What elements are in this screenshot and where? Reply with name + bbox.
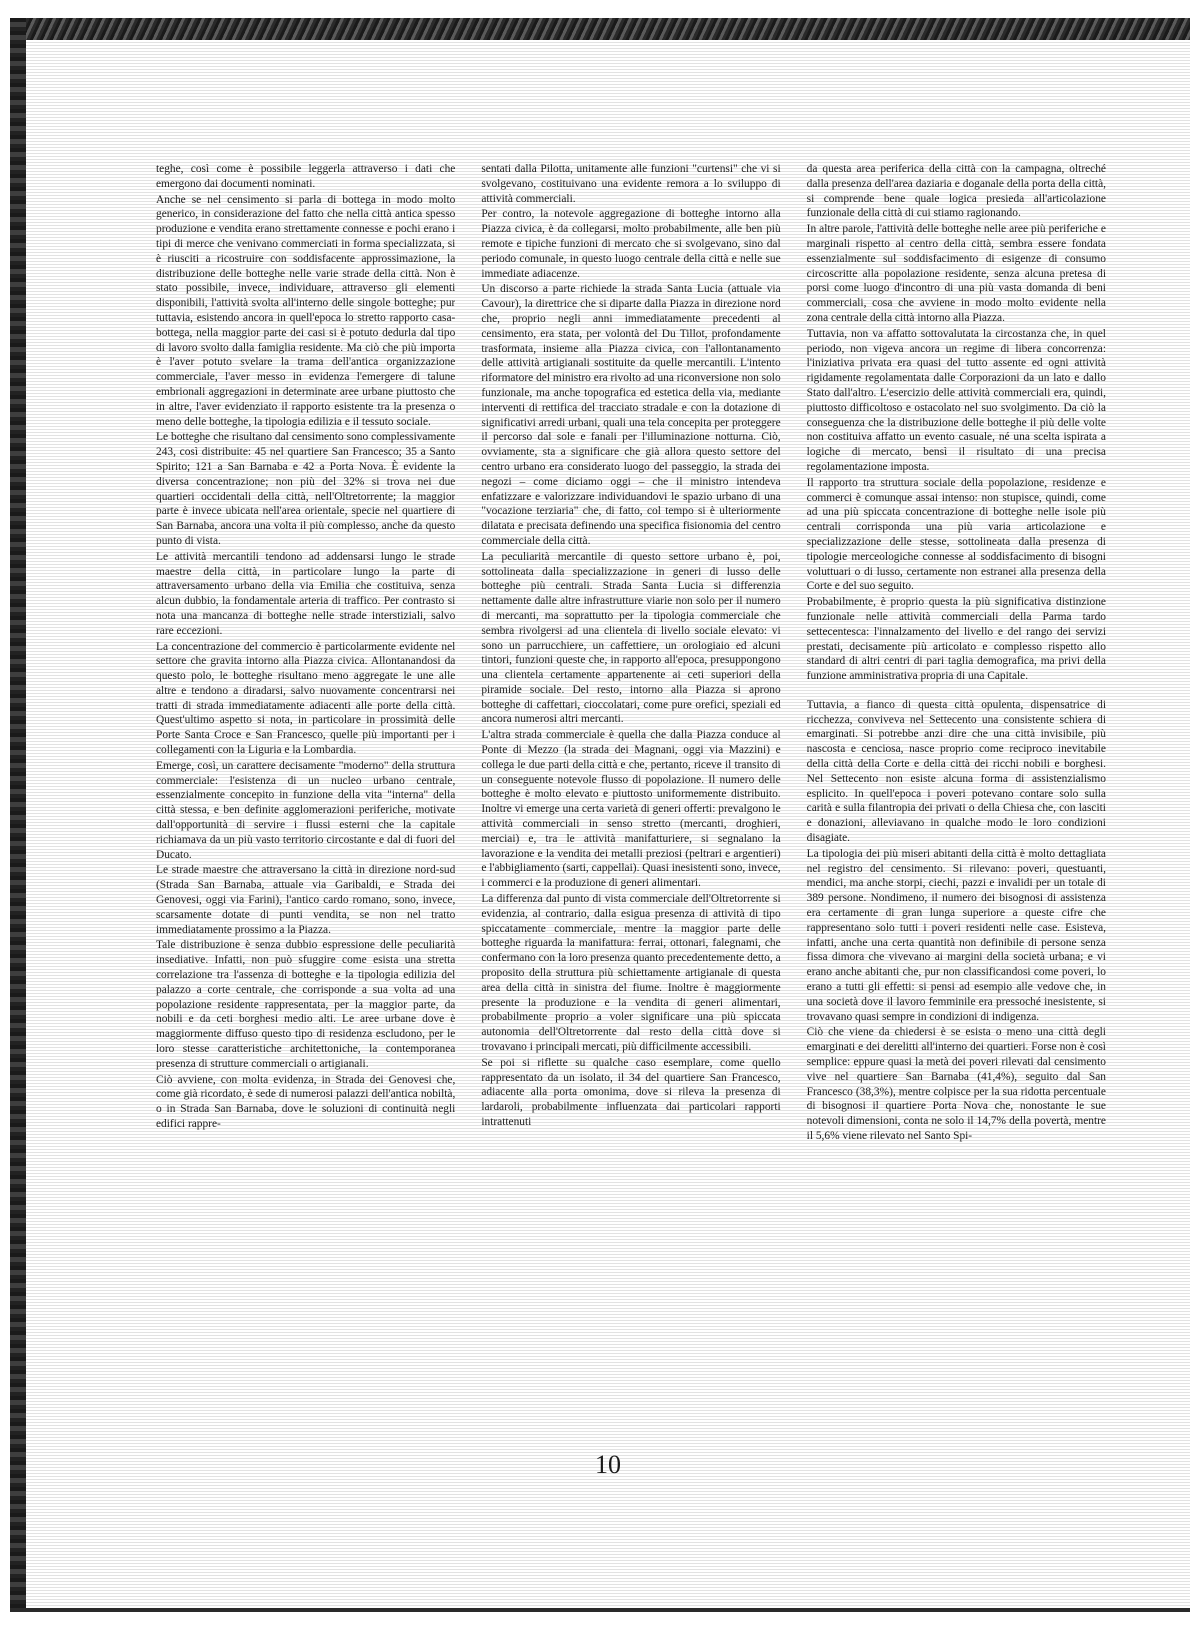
scan-border-left: [10, 18, 26, 1612]
paragraph: Ciò avviene, con molta evidenza, in Strada dei Genovesi che, come già ricordato, è sede di numerosi palazzi dell'antica nobiltà, o in Strada San Barnaba, dove le soluzioni di continuità negli edifici rappre-: [156, 1073, 456, 1130]
paragraph: La tipologia dei più miseri abitanti della città è molto dettagliata nel registro del censimento. Si rilevano: poveri, questuanti, mendici, ma anche storpi, ciechi, pazzi e invalidi per un totale di 389 persone. Nondimeno, il numero dei bisognosi di assistenza era certamente di gran lunga superiore a queste cifre che rappresentano solo tutti i poveri residenti nelle case. Esisteva, infatti, anche una certa quantità non definibile di persone senza fissa dimora che vivevano ai margini della società urbana; e vi erano anche abitanti che, pur non classificandosi come poveri, lo erano a tutti gli effetti: si pensi ad esempio alle vedove che, in una società dove il lavoro femminile era pressoché inesistente, si trovavano quasi sempre in condizioni di indigenza.: [806, 847, 1106, 1023]
paragraph: da questa area periferica della città con la campagna, oltreché dalla presenza dell'area daziaria e doganale della porta della città, si comprende bene quale logica presieda all'articolazione funzionale della città di cui stiamo ragionando.: [806, 163, 1106, 220]
text-column-left: [156, 162, 455, 1452]
paragraph: Probabilmente, è proprio questa la più significativa distinzione funzionale nelle attività commerciali della Parma tardo settecentesca: l'innalzamento del livello e del rango dei servizi prestati, decisamente più articolato e complesso rispetto allo standard di altri centri di pari taglia demografica, ma privi della funzione amministrativa propria di una Capitale.: [806, 596, 1106, 683]
paragraph: Tuttavia, a fianco di questa città opulenta, dispensatrice di ricchezza, conviveva nel Settecento una consistente schiera di emarginati. Si potrebbe anzi dire che una città invisibile, più nascosta e cenciosa, nasce proprio come reciproco inevitabile della città della Corte e della città dei ricchi nobili e borghesi. Nel Settecento non esiste alcuna forma di assistenzialismo esplicito. In quell'epoca i poveri potevano contare solo sulla carità e sulla filantropia dei privati o della Chiesa che, con lasciti e donazioni, alleviavano in qualche modo le loro condizioni disagiate.: [806, 698, 1106, 845]
paragraph: Tale distribuzione è senza dubbio espressione delle peculiarità insediative. Infatti, non può sfuggire come esista una stretta correlazione tra l'assenza di botteghe e la tipologia edilizia del palazzo a corte centrale, che corrisponde a sua volta ad una popolazione residente rappresentata, per la maggior parte, da nobili e da ceti borghesi medio alti. Le aree urbane dove è maggiormente diffuso questo tipo di residenza escludono, per le loro stesse caratteristiche architettoniche, la contemporanea presenza di strutture commerciali o artigianali.: [156, 939, 456, 1070]
scan-border-bottom: [10, 1608, 1190, 1612]
page-number: 10: [595, 1450, 621, 1479]
paragraph: teghe, così come è possibile leggerla attraverso i dati che emergono dai documenti nominati.: [156, 163, 456, 190]
paragraph: Le botteghe che risultano dal censimento sono complessivamente 243, così distribuite: 45 nel quartiere San Francesco; 35 a Santo Spirito; 121 a San Barnaba e 42 a Porta Nova. È evidente la diversa concentrazione; non più del 32% si trova nei due quartieri occidentali della città, nell'Oltretorrente; la maggior parte è invece ubicata nell'area orientale, specie nel quartiere di San Barnaba, ancora una volta il più complesso, anche da questo punto di vista.: [156, 431, 456, 547]
paragraph: Le attività mercantili tendono ad addensarsi lungo le strade maestre della città, in particolare lungo la parte di attraversamento urbano della via Emilia che costituiva, senza alcun dubbio, la fondamentale arteria di traffico. Per contrasto si nota una mancanza di botteghe nelle strade interstiziali, salvo rare eccezioni.: [156, 550, 456, 637]
document-page: [26, 40, 1190, 1608]
paragraph: La peculiarità mercantile di questo settore urbano è, poi, sottolineata dalla specializzazione in generi di lusso delle botteghe più centrali. Strada Santa Lucia si differenzia nettamente dalle altre infrastrutture viarie non solo per il numero di mercanti, ma soprattutto per la tipologia commerciale che sembra rivolgersi ad una clientela di livello sociale elevato: vi sono un parrucchiere, un caffettiere, un orologiaio ed alcuni tintori, funzioni queste che, in rapporto all'epoca, presuppongono una clientela certamente appartenente ai ceti superiori della piramide sociale. Del resto, intorno alla Piazza si aprono botteghe di caffettari, cioccolatari, come pure orefici, speziali ed ancora numerosi altri mercanti.: [481, 550, 781, 726]
text-column-middle: [481, 162, 780, 1452]
text-columns: [156, 162, 1106, 1452]
paragraph: Tuttavia, non va affatto sottovalutata la circostanza che, in quel periodo, non vigeva ancora un regime di libera concorrenza: l'iniziativa privata era quasi del tutto assente ed ogni attività rigidamente regolamentata dalle Corporazioni da un lato e dallo Stato dall'altro. L'esercizio delle attività commerciali era, quindi, piuttosto difficoltoso e ostacolato nel suo svolgimento. Da ciò la conseguenza che la distribuzione delle botteghe il più delle volte non costituiva affatto un evento casuale, né una scelta ispirata a logiche di mercato, bensì il risultato di una precisa regolamentazione imposta.: [806, 327, 1106, 473]
paragraph: Il rapporto tra struttura sociale della popolazione, residenze e commerci è comunque assai intenso: non stupisce, quindi, come ad una più spiccata concentrazione di botteghe nelle isole più centrali corrisponda una più varia articolazione e specializzazione delle stesse, sottolineata dalla presenza di tipologie merceologiche connesse al soddisfacimento di bisogni voluttuari o di lusso, certamente non estranei alla presenza della Corte e del suo seguito.: [806, 476, 1106, 593]
paragraph: Un discorso a parte richiede la strada Santa Lucia (attuale via Cavour), la direttrice che si diparte dalla Piazza in direzione nord che, proprio negli anni immediatamente precedenti al censimento, era stata, per volontà del Du Tillot, profondamente trasformata, insieme alla Piazza civica, con l'allontanamento delle attività artigianali sostituite da quelle mercantili. L'intento riformatore del ministro era rivolto ad una riconversione non solo funzionale, ma anche topografica ed estetica della via, mediante interventi di rettifica del tracciato stradale e con la dotazione di significativi arredi urbani, quali una tela concepita per proteggere il percorso dal sole e fanali per l'illuminazione notturna. Ciò, ovviamente, sta a significare che già allora questo settore del centro urbano era considerato luogo del passeggio, la strada dei negozi – come diciamo oggi – che il ministro intendeva enfatizzare e valorizzare individuandovi le spazio urbano di una "vocazione terziaria" che, di fatto, col tempo si è ulteriormente dilatata e precisata definendo una specifica fisionomia del centro commerciale della città.: [481, 283, 781, 547]
paragraph: La differenza dal punto di vista commerciale dell'Oltretorrente si evidenzia, al contrario, dalla esigua presenza di attività di tipo spiccatamente commerciale, mentre la maggior parte delle botteghe riguarda la manifattura: ferrai, ottonari, falegnami, che confermano con la loro presenza quanto precedentemente detto, a proposito della struttura più schiettamente artigianale di questa area della città in sinistra del fiume. Inoltre è maggiormente presente la produzione e la vendita di generi alimentari, probabilmente proprio a voler significare una più spiccata autonomia dell'Oltretorrente dal resto della città dove si trovavano i principali mercati, più difficilmente accessibili.: [481, 893, 781, 1054]
paragraph: La concentrazione del commercio è particolarmente evidente nel settore che gravita intorno alla Piazza civica. Allontanandosi da questo polo, le botteghe risultano meno aggregate le une alle altre e tendono a diradarsi, salvo nuovamente concentrarsi nei tratti di strada immediatamente adiacenti alle porte della città. Quest'ultimo aspetto si nota, in particolare in prossimità delle Porte Santa Croce e San Francesco, quelle più importanti per i collegamenti con la Liguria e la Lombardia.: [156, 640, 456, 757]
paragraph: Ciò che viene da chiedersi è se esista o meno una città degli emarginati e dei derelitti all'interno dei quartieri. Forse non è così semplice: eppure quasi la metà dei poveri rilevati dal censimento vive nel quartiere San Barnaba (41,4%), seguito dal San Francesco (38,3%), mentre colpisce per la sua ridotta percentuale di bisognosi il quartiere Porta Nova che, nonostante le sue notevoli dimensioni, conta ne solo il 14,7% della povertà, mentre il 5,6% viene rilevato nel Santo Spi-: [806, 1026, 1106, 1142]
paragraph: Emerge, così, un carattere decisamente "moderno" della struttura commerciale: l'esistenza di un nucleo urbano centrale, essenzialmente concepito in funzione della vita "interna" della città stessa, e ben definite agglomerazioni periferiche, motivate dall'opportunità di servire i flussi esterni che la capitale richiamava da un più vasto territorio circostante e dal di fuori del Ducato.: [156, 759, 456, 861]
paragraph: sentati dalla Pilotta, unitamente alle funzioni "curtensi" che vi si svolgevano, costituivano una evidente remora a lo sviluppo di attività commerciali.: [481, 163, 781, 205]
paragraph: In altre parole, l'attività delle botteghe nelle aree più periferiche e marginali rispetto al centro della città, sembra essere fondata essenzialmente sul soddisfacimento di esigenze di consumo circoscritte alla popolazione residente, senza alcuna pretesa di porsi come luogo d'incontro di una più vasta domanda di beni commerciali, cosa che avviene in modo molto evidente nella zona centrale della città intorno alla Piazza.: [806, 223, 1106, 324]
scan-border-top: [10, 18, 1190, 40]
paragraph: L'altra strada commerciale è quella che dalla Piazza conduce al Ponte di Mezzo (la strada dei Magnani, oggi via Mazzini) e collega le due parti della città e che, pertanto, riceve il transito di un conseguente notevole flusso di popolazione. Il numero delle botteghe è molto elevato e piuttosto uniformemente distribuito. Inoltre vi emerge una certa varietà di generi offerti: prevalgono le attività commerciali in senso stretto (mercanti, droghieri, merciai) e, tra le attività manifatturiere, si segnalano la lavorazione e la vendita dei metalli preziosi (peltrari e argentieri) e l'abbigliamento (sarti, cappellai). Quasi inesistenti sono, invece, i commerci e la produzione di generi alimentari.: [481, 729, 781, 890]
text-column-right: [807, 162, 1106, 1452]
paragraph: Se poi si riflette su qualche caso esemplare, come quello rappresentato da un isolato, il 34 del quartiere San Francesco, adiacente alla porta omonima, dove si rileva la presenza di lardaroli, probabilmente influenzata dai particolari rapporti intrattenuti: [481, 1056, 781, 1128]
paragraph: Le strade maestre che attraversano la città in direzione nord-sud (Strada San Barnaba, attuale via Garibaldi, e Strada dei Genovesi, oggi via Farini), l'antico cardo romano, sono, invece, scarsamente dotate di punti vendita, se non nel tratto immediatamente prossimo a la Piazza.: [156, 864, 456, 936]
paragraph: Per contro, la notevole aggregazione di botteghe intorno alla Piazza civica, è da collegarsi, molto probabilmente, alle ben più remote e tipiche funzioni di mercato che si svolgevano, sino dal periodo comunale, in questo luogo centrale della città e nelle sue immediate adiacenze.: [481, 208, 781, 280]
paragraph: Anche se nel censimento si parla di bottega in modo molto generico, in considerazione del fatto che nella città antica spesso produzione e vendita erano strettamente connesse e pochi erano i tipi di merce che venivano commerciati in forma specializzata, si è riusciti a ricostruire con soddisfacente approssimazione, la distribuzione delle botteghe nelle varie strade della città. Non è stato possibile, invece, individuare, attraverso gli elementi disponibili, l'attività svolta all'interno delle singole botteghe; pur tuttavia, esistendo ancora in quell'epoca lo stretto rapporto casa-bottega, nella maggior parte dei casi si è potuto dedurla dal tipo di lavoro svolto dalla famiglia residente. Ma ciò che più importa è l'aver potuto svelare la trama dell'antica organizzazione commerciale, l'aver messo in evidenza l'emergere di talune embrionali aggregazioni in determinate aree urbane piuttosto che in altre, l'aver evidenziato il rapporto esistente tra la presenza o meno delle botteghe, la tipologia edilizia e il tessuto sociale.: [156, 193, 456, 428]
